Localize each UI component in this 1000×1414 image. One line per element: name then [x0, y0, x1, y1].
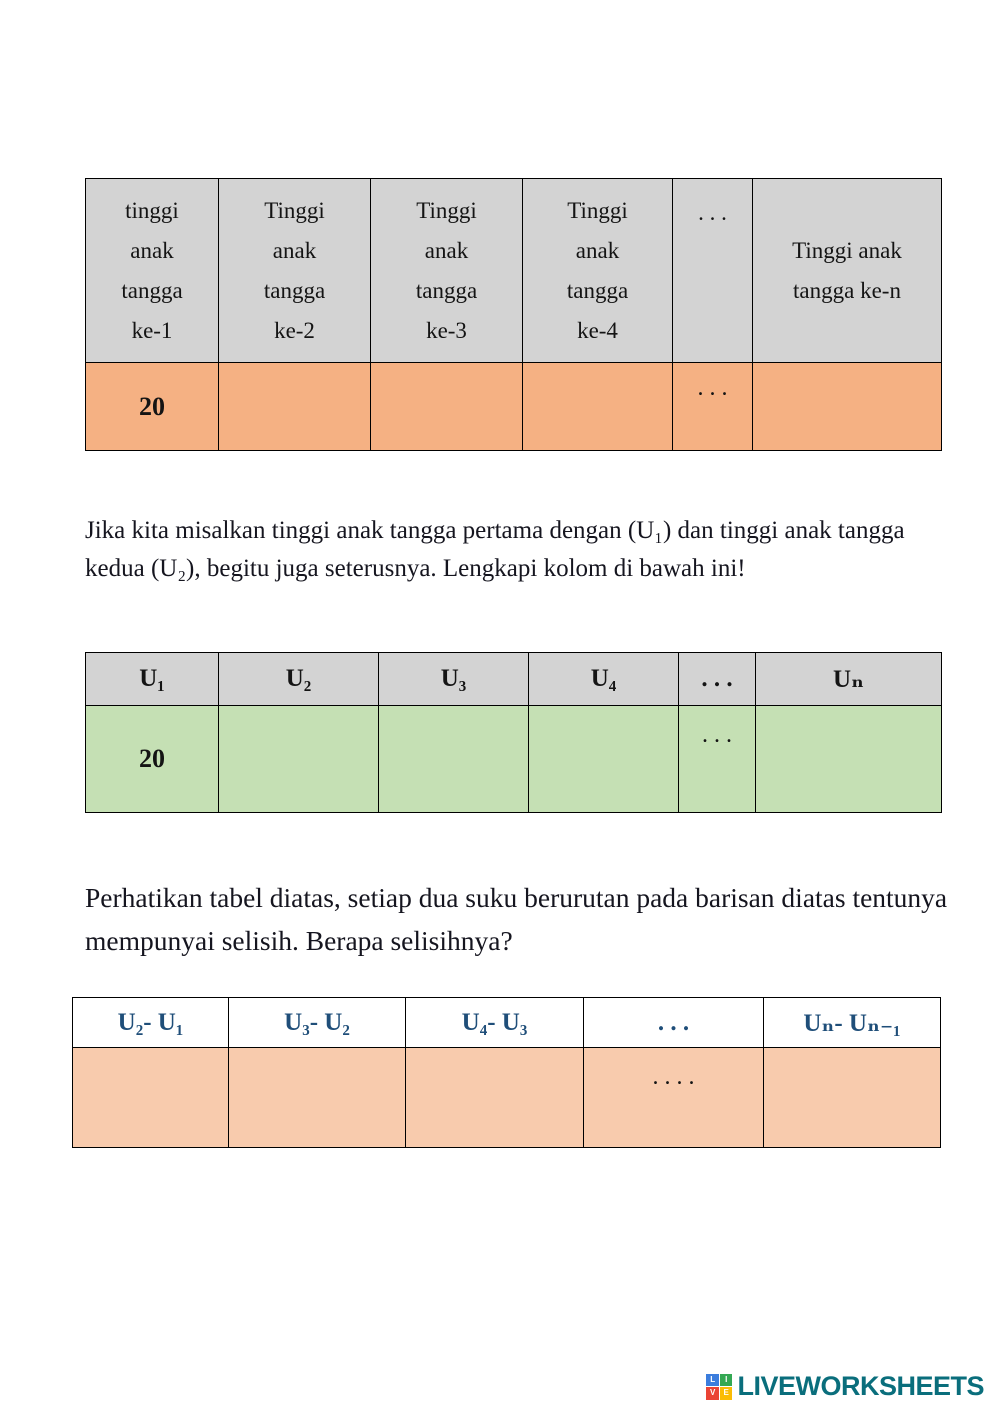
answer-cell[interactable] [764, 1048, 941, 1148]
column-header [523, 179, 673, 363]
table-header-row [86, 179, 942, 363]
column-header-label: Tinggi anak tangga ke-n [792, 237, 902, 303]
instruction-paragraph: Jika kita misalkan tinggi anak tangga pertama dengan (U₁) dan tinggi anak tangga kedua (U₂), begitu juga seterusnya. Lengkapi kolom di bawah ini! [85, 517, 905, 582]
column-header: U₄ [529, 653, 679, 706]
ellipsis-label: . . . [698, 200, 727, 225]
answer-cell[interactable] [406, 1048, 584, 1148]
answer-cell[interactable] [379, 706, 529, 813]
logo-tile: I [720, 1374, 733, 1387]
given-value-cell: 20 [86, 706, 219, 813]
table-header-row [86, 653, 942, 706]
column-header-label: Tinggi anak tangga ke-3 [415, 197, 478, 343]
answer-cell[interactable] [229, 1048, 406, 1148]
column-header: Uₙ [756, 653, 942, 706]
logo-tile: L [706, 1374, 719, 1387]
logo-tile: V [706, 1387, 719, 1400]
ellipsis-cell: . . . [679, 706, 756, 813]
answer-cell[interactable] [219, 706, 379, 813]
u-sequence-table [85, 652, 942, 813]
column-header [86, 179, 219, 363]
tinggi-anak-tangga-table [85, 178, 942, 451]
answer-cell[interactable] [523, 363, 673, 451]
answer-cell[interactable] [219, 363, 371, 451]
column-header [371, 179, 523, 363]
table-header-row [73, 998, 941, 1048]
ellipsis-cell: . . . [673, 363, 753, 451]
ellipsis-header-cell: . . . [679, 653, 756, 706]
given-value-cell: 20 [86, 363, 219, 451]
liveworksheets-logo-icon [706, 1374, 732, 1400]
liveworksheets-logo-text: LIVEWORKSHEETS [737, 1371, 984, 1401]
table-data-row [86, 363, 942, 451]
ellipsis-header-cell: . . . [584, 998, 764, 1048]
ellipsis-cell: . . . . [584, 1048, 764, 1148]
column-header [753, 179, 942, 363]
column-header: U₃ [379, 653, 529, 706]
column-header: U₁ [86, 653, 219, 706]
question-paragraph: Perhatikan tabel diatas, setiap dua suku berurutan pada barisan diatas tentunya mempunyai selisih. Berapa selisihnya? [85, 882, 948, 956]
u-difference-table [72, 997, 941, 1148]
answer-cell[interactable] [529, 706, 679, 813]
answer-cell[interactable] [753, 363, 942, 451]
column-header: U₄- U₃ [406, 998, 584, 1048]
answer-cell[interactable] [371, 363, 523, 451]
logo-tile: E [720, 1387, 733, 1400]
column-header-label: Tinggi anak tangga ke-4 [566, 197, 629, 343]
answer-cell[interactable] [756, 706, 942, 813]
column-header-label: tinggi anak tangga ke-1 [121, 197, 183, 343]
column-header: U₂ [219, 653, 379, 706]
liveworksheets-logo[interactable] [706, 1371, 984, 1402]
ellipsis-header-cell [673, 179, 753, 363]
column-header: U₃- U₂ [229, 998, 406, 1048]
table-data-row [86, 706, 942, 813]
table-data-row [73, 1048, 941, 1148]
column-header: Uₙ- Uₙ₋₁ [764, 998, 941, 1048]
column-header [219, 179, 371, 363]
column-header: U₂- U₁ [73, 998, 229, 1048]
column-header-label: Tinggi anak tangga ke-2 [263, 197, 326, 343]
answer-cell[interactable] [73, 1048, 229, 1148]
